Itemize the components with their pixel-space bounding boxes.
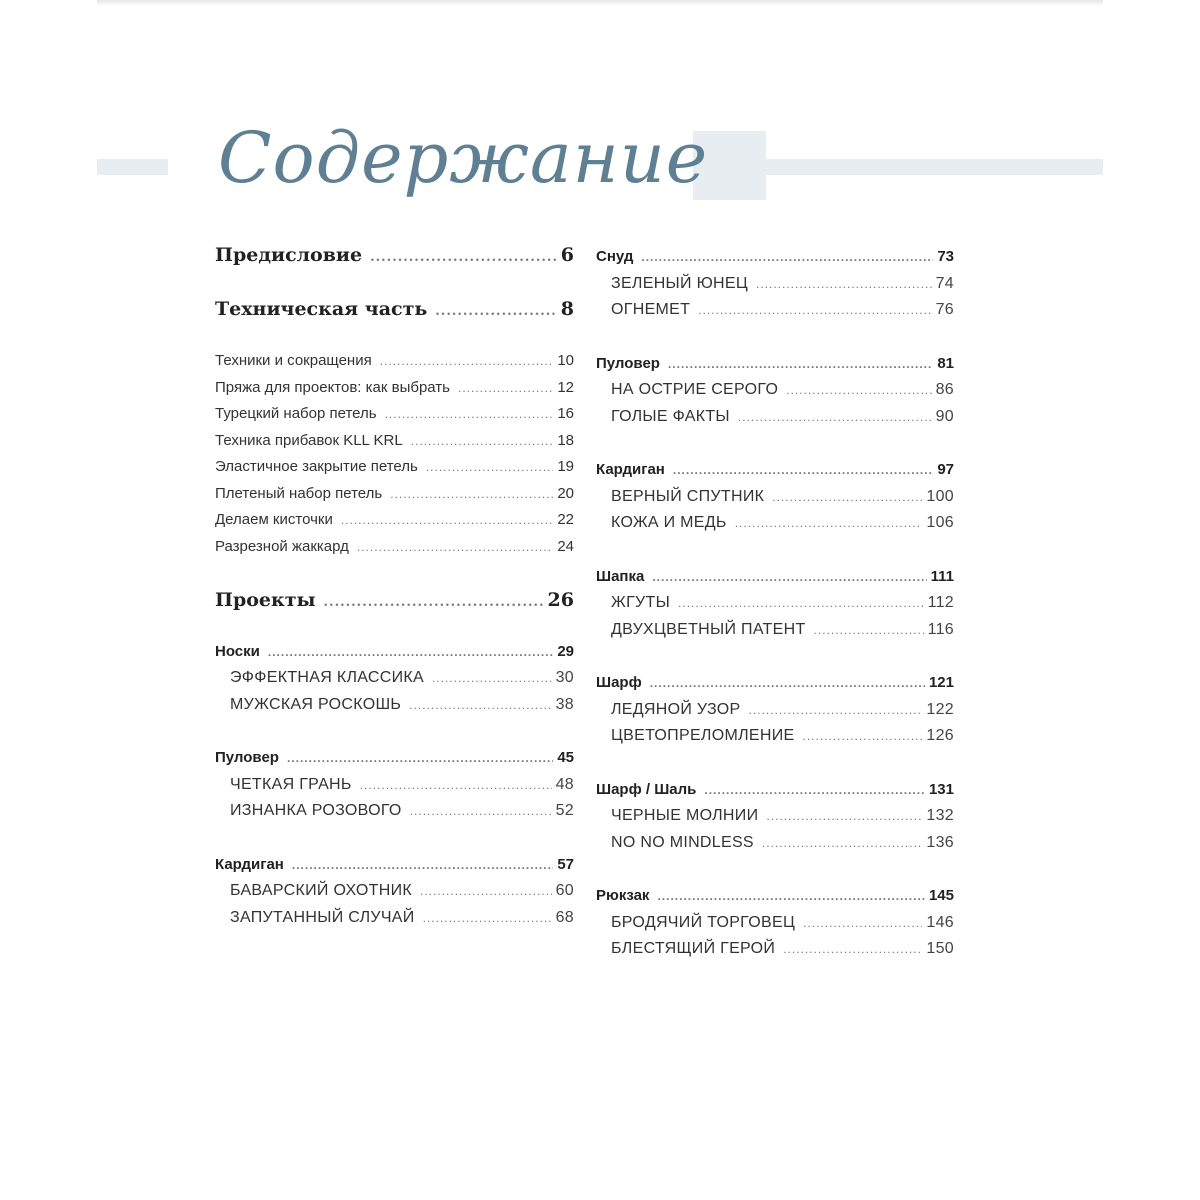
dot-leader — [668, 351, 933, 378]
toc-page-number: 48 — [555, 775, 574, 793]
toc-project[interactable] — [596, 830, 954, 857]
dot-leader — [814, 617, 924, 644]
dot-leader — [287, 745, 553, 772]
toc-category[interactable] — [215, 639, 574, 666]
toc-entry-label: Техники и сокращения — [215, 352, 372, 369]
toc-project-label: ЛЕДЯНОЙ УЗОР — [611, 700, 741, 718]
toc-page-number: 6 — [560, 244, 574, 266]
toc-page-number: 132 — [926, 807, 954, 824]
dot-leader — [673, 457, 933, 484]
toc-entry-technical[interactable] — [215, 294, 574, 324]
toc-project-label: КОЖА И МЕДЬ — [611, 514, 727, 531]
toc-page-number: 29 — [557, 642, 574, 660]
toc-category[interactable] — [596, 244, 954, 271]
toc-entry-label: Пряжа для проектов: как выбрать — [215, 378, 450, 396]
toc-page-number: 73 — [937, 248, 954, 265]
toc-project-label: ЧЕРНЫЕ МОЛНИИ — [611, 807, 759, 824]
toc-project[interactable] — [596, 510, 954, 537]
toc-entry-label: Предисловие — [215, 244, 363, 266]
toc-category-label: Шарф — [596, 674, 642, 691]
toc-page-number: 106 — [926, 514, 954, 531]
toc-category[interactable] — [596, 564, 954, 591]
dot-leader — [735, 510, 923, 537]
page-title: Содержание — [218, 117, 709, 199]
toc-column-left — [215, 240, 574, 931]
toc-project-label: ВЕРНЫЙ СПУТНИК — [611, 487, 765, 505]
toc-project[interactable] — [596, 723, 954, 750]
toc-page-number: 30 — [555, 669, 574, 686]
dot-leader — [458, 375, 553, 402]
toc-project-label: ЖГУТЫ — [611, 594, 671, 611]
toc-category[interactable] — [215, 745, 574, 772]
toc-project[interactable] — [215, 665, 574, 692]
dot-leader — [341, 507, 553, 534]
toc-category[interactable] — [596, 670, 954, 697]
toc-category-label: Снуд — [596, 248, 634, 265]
toc-page-number: 122 — [926, 700, 954, 718]
toc-project[interactable] — [215, 878, 574, 905]
toc-project[interactable] — [596, 803, 954, 830]
toc-page-number: 22 — [557, 511, 574, 528]
toc-category-label: Носки — [215, 642, 260, 660]
toc-entry[interactable] — [215, 481, 574, 508]
dot-leader — [772, 484, 922, 511]
toc-page-number: 146 — [926, 913, 954, 931]
dot-leader — [803, 723, 923, 750]
toc-project[interactable] — [215, 692, 574, 719]
toc-entry-label: Техническая часть — [215, 298, 428, 320]
toc-category[interactable] — [215, 852, 574, 879]
dot-leader — [657, 883, 925, 910]
toc-project[interactable] — [596, 377, 954, 404]
toc-project-label: ЦВЕТОПРЕЛОМЛЕНИЕ — [611, 727, 795, 744]
toc-category-label: Пуловер — [215, 749, 279, 766]
toc-entry-preface[interactable] — [215, 240, 574, 270]
toc-page-number: 10 — [557, 352, 574, 369]
toc-entry-label: Эластичное закрытие петель — [215, 458, 418, 475]
title-rule-right — [766, 159, 1103, 175]
dot-leader — [650, 670, 925, 697]
toc-entry-label: Турецкий набор петель — [215, 405, 377, 422]
toc-project-label: БАВАРСКИЙ ОХОТНИК — [230, 882, 413, 899]
toc-page-number: 16 — [557, 405, 574, 422]
dot-leader — [704, 777, 925, 804]
toc-project[interactable] — [215, 798, 574, 825]
dot-leader — [738, 404, 932, 431]
toc-entry[interactable] — [215, 454, 574, 481]
dot-leader — [410, 798, 552, 825]
toc-page-number: 86 — [935, 381, 954, 398]
toc-page-number: 19 — [557, 458, 574, 475]
toc-category[interactable] — [596, 351, 954, 378]
toc-page-number: 126 — [926, 727, 954, 744]
toc-category[interactable] — [596, 777, 954, 804]
toc-page-number: 52 — [555, 802, 574, 819]
toc-entry[interactable] — [215, 348, 574, 375]
dot-leader — [390, 481, 553, 508]
toc-entry[interactable] — [215, 375, 574, 402]
toc-entry-label: Разрезной жаккард — [215, 537, 349, 555]
toc-entry-projects[interactable] — [215, 585, 574, 615]
dot-leader — [292, 852, 553, 879]
toc-project[interactable] — [596, 910, 954, 937]
dot-leader — [766, 803, 922, 830]
toc-project[interactable] — [596, 484, 954, 511]
dot-leader — [749, 697, 923, 724]
toc-page-number: 136 — [926, 833, 954, 851]
toc-page-number: 26 — [547, 588, 574, 611]
dot-leader — [385, 401, 554, 428]
toc-page-number: 12 — [557, 378, 574, 396]
toc-entry[interactable] — [215, 507, 574, 534]
toc-project[interactable] — [596, 617, 954, 644]
toc-entry-label: Проекты — [215, 588, 316, 611]
toc-project-label: БЛЕСТЯЩИЙ ГЕРОЙ — [611, 940, 776, 957]
dot-leader — [435, 297, 557, 327]
toc-project-label: ЗЕЛЕНЫЙ ЮНЕЦ — [611, 274, 748, 292]
toc-project-label: БРОДЯЧИЙ ТОРГОВЕЦ — [611, 913, 796, 931]
toc-category-label: Рюкзак — [596, 887, 650, 904]
dot-leader — [360, 772, 552, 799]
toc-page-number: 131 — [928, 780, 954, 798]
title-rule-left — [97, 159, 168, 175]
toc-category-label: Шапка — [596, 567, 645, 585]
dot-leader — [411, 428, 554, 455]
dot-leader — [370, 243, 557, 273]
toc-project-label: ГОЛЫЕ ФАКТЫ — [611, 407, 730, 425]
toc-page-number: 116 — [927, 620, 954, 638]
toc-project-label: NO NO MINDLESS — [611, 833, 754, 851]
toc-page-number: 121 — [928, 674, 954, 691]
toc-category[interactable] — [596, 883, 954, 910]
toc-project[interactable] — [596, 297, 954, 324]
dot-leader — [756, 271, 932, 298]
dot-leader — [423, 905, 552, 932]
dot-leader — [641, 244, 933, 271]
dot-leader — [426, 454, 553, 481]
toc-page-number: 57 — [557, 855, 574, 873]
toc-entry-label: Плетеный набор петель — [215, 484, 383, 502]
toc-page-number: 145 — [928, 887, 954, 904]
dot-leader — [783, 936, 922, 963]
toc-project-label: МУЖСКАЯ РОСКОШЬ — [230, 695, 402, 713]
toc-project[interactable] — [596, 404, 954, 431]
dot-leader — [380, 348, 554, 375]
toc-project-label: ОГНЕМЕТ — [611, 301, 691, 318]
toc-page-number: 111 — [930, 567, 954, 585]
toc-entry[interactable] — [215, 401, 574, 428]
toc-page-number: 45 — [557, 749, 574, 766]
dot-leader — [357, 534, 553, 561]
toc-project-label: ДВУХЦВЕТНЫЙ ПАТЕНТ — [611, 620, 806, 638]
toc-entry-label: Делаем кисточки — [215, 511, 333, 528]
toc-page-number: 76 — [935, 301, 954, 318]
toc-entry-label: Техника прибавок KLL KRL — [215, 431, 403, 449]
dot-leader — [698, 297, 931, 324]
toc-page-number: 112 — [927, 594, 954, 611]
toc-category-label: Кардиган — [215, 855, 284, 873]
toc-column-right — [596, 244, 954, 963]
toc-project[interactable] — [596, 697, 954, 724]
toc-project[interactable] — [215, 772, 574, 799]
toc-page-number: 8 — [560, 298, 574, 320]
dot-leader — [432, 665, 552, 692]
toc-project-label: ЗАПУТАННЫЙ СЛУЧАЙ — [230, 908, 415, 926]
toc-project[interactable] — [596, 271, 954, 298]
dot-leader — [786, 377, 931, 404]
dot-leader — [420, 878, 552, 905]
toc-page-number: 90 — [935, 407, 954, 425]
toc-page-number: 20 — [557, 484, 574, 502]
toc-entry[interactable] — [215, 534, 574, 561]
toc-page-number: 24 — [557, 537, 574, 555]
page-top-shadow — [97, 0, 1103, 6]
toc-page-number: 74 — [935, 274, 954, 292]
dot-leader — [762, 830, 923, 857]
toc-project-label: ЧЕТКАЯ ГРАНЬ — [230, 775, 352, 793]
toc-category-label: Кардиган — [596, 461, 665, 478]
toc-project-label: НА ОСТРИЕ СЕРОГО — [611, 381, 779, 398]
toc-category-label: Шарф / Шаль — [596, 780, 697, 798]
toc-entry[interactable] — [215, 428, 574, 455]
toc-page-number: 68 — [555, 908, 574, 926]
toc-project-label: ЭФФЕКТНАЯ КЛАССИКА — [230, 669, 424, 686]
toc-page-number: 100 — [926, 487, 954, 505]
toc-project[interactable] — [596, 936, 954, 963]
toc-page-number: 18 — [557, 431, 574, 449]
toc-category[interactable] — [596, 457, 954, 484]
toc-page-number: 150 — [926, 940, 954, 957]
dot-leader — [409, 692, 551, 719]
dot-leader — [678, 590, 924, 617]
toc-page-number: 60 — [555, 882, 574, 899]
toc-project[interactable] — [596, 590, 954, 617]
toc-project-label: ИЗНАНКА РОЗОВОГО — [230, 802, 402, 819]
dot-leader — [324, 588, 544, 618]
dot-leader — [268, 639, 553, 666]
toc-page-number: 38 — [555, 695, 574, 713]
dot-leader — [652, 564, 926, 591]
dot-leader — [803, 910, 922, 937]
toc-project[interactable] — [215, 905, 574, 932]
toc-page-number: 97 — [937, 461, 954, 478]
toc-category-label: Пуловер — [596, 354, 660, 372]
toc-page-number: 81 — [937, 354, 954, 372]
